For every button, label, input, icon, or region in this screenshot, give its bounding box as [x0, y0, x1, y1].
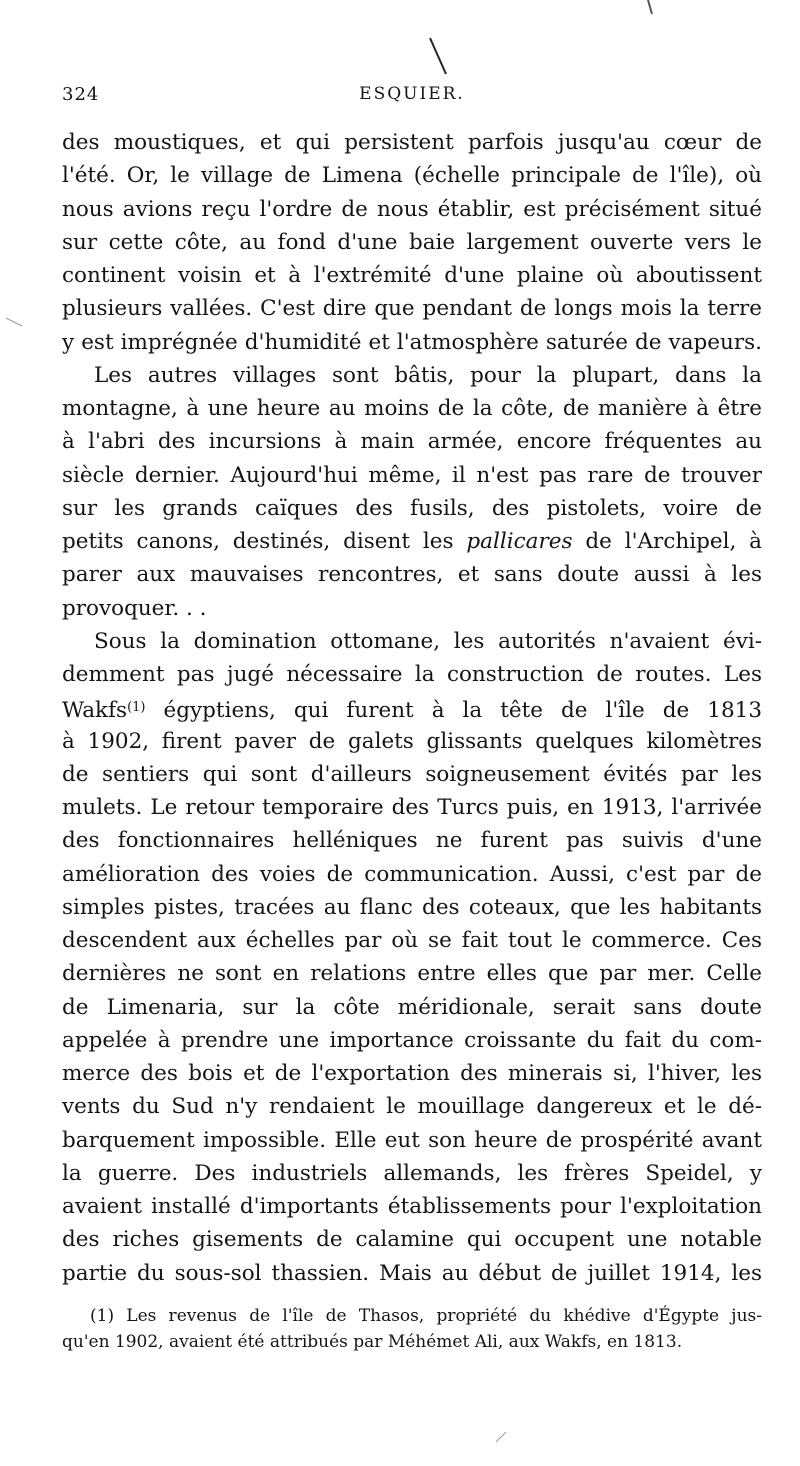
text-line: dernières ne sont en relations entre elles que par mer. Celle	[62, 961, 762, 987]
text-line: l'été. Or, le village de Limena (échelle principale de l'île), où	[62, 163, 762, 189]
text-line: sur les grands caïques des fusils, des pistolets, voire de	[62, 495, 762, 521]
text-line: mulets. Le retour temporaire des Turcs puis, en 1913, l'arrivée	[62, 795, 762, 820]
text-line: des fonctionnaires helléniques ne furent pas suivis d'une	[62, 828, 762, 854]
text-line: barquement impossible. Elle eut son heure de prospérité avant	[62, 1127, 762, 1153]
text-line-mixed	[62, 691, 762, 724]
text-line: sur cette côte, au fond d'une baie largement ouverte vers le	[62, 229, 762, 255]
text-line: montagne, à une heure au moins de la côte, de manière à être	[62, 396, 762, 421]
text-line: Sous la domination ottomane, les autorités n'avaient évi-	[94, 628, 762, 654]
text-line: Les autres villages sont bâtis, pour la plupart, dans la	[94, 362, 762, 388]
text-line: nous avions reçu l'ordre de nous établir, est précisément situé	[62, 196, 762, 222]
text-line: descendent aux échelles par où se fait tout le commerce. Ces	[62, 928, 762, 953]
text-line: des riches gisements de calamine qui occupent une notable	[62, 1227, 762, 1253]
text-segment: Wakfs	[62, 698, 128, 724]
footnote-line: (1) Les revenus de l'île de Thasos, propriété du khédive d'Égypte jus-	[90, 1306, 762, 1326]
text-line: de sentiers qui sont d'ailleurs soigneusement évités par les	[62, 761, 762, 787]
text-line: partie du sous-sol thassien. Mais au début de juillet 1914, les	[62, 1260, 762, 1286]
page-number: 324	[62, 84, 100, 105]
page-header	[62, 84, 762, 114]
text-line: demment pas jugé nécessaire la construction de routes. Les	[62, 662, 762, 687]
footnote-marker: (1)	[127, 700, 146, 716]
text-line: provoquer. . .	[62, 595, 207, 621]
text-line: merce des bois et de l'exportation des minerais si, l'hiver, les	[62, 1061, 762, 1086]
footnotes	[62, 1303, 762, 1355]
italic-term: pallicares	[466, 529, 573, 554]
text-line: à 1902, firent paver de galets glissants quelques kilomètres	[62, 728, 762, 754]
text-line: appelée à prendre une importance croissante du fait du com-	[62, 1027, 762, 1053]
text-line: la guerre. Des industriels allemands, les frères Speidel, y	[62, 1160, 762, 1186]
text-line: de Limenaria, sur la côte méridionale, serait sans doute	[62, 994, 762, 1020]
text-line: simples pistes, tracées au flanc des coteaux, que les habitants	[62, 894, 762, 920]
footnote-line: qu'en 1902, avaient été attribués par Méhémet Ali, aux Wakfs, en 1813.	[62, 1332, 683, 1352]
body-text	[62, 126, 762, 1290]
text-line: amélioration des voies de communication. Aussi, c'est par de	[62, 861, 762, 887]
text-line: à l'abri des incursions à main armée, encore fréquentes au	[62, 429, 762, 455]
text-line: des moustiques, et qui persistent parfois jusqu'au cœur de	[62, 130, 762, 155]
text-line: continent voisin et à l'extrémité d'une plaine où aboutissent	[62, 263, 762, 288]
text-line-mixed	[62, 525, 762, 558]
text-line: y est imprégnée d'humidité et l'atmosphère saturée de vapeurs.	[62, 329, 762, 355]
running-head: ESQUIER.	[359, 84, 465, 104]
text-line: parer aux mauvaises rencontres, et sans doute aussi à les	[62, 562, 762, 588]
text-line: avaient installé d'importants établissements pour l'exploitation	[62, 1194, 762, 1219]
text-line: siècle dernier. Aujourd'hui même, il n'est pas rare de trouver	[62, 462, 762, 488]
text-line: plusieurs vallées. C'est dire que pendant de longs mois la terre	[62, 296, 762, 322]
text-line: vents du Sud n'y rendaient le mouillage dangereux et le dé-	[62, 1094, 762, 1120]
text-segment: petits canons, destinés, disent les	[62, 529, 454, 554]
text-segment: de l'Archipel, à	[585, 529, 762, 554]
text-segment: égyptiens, qui furent à la tête de l'île de 1813	[163, 698, 762, 724]
